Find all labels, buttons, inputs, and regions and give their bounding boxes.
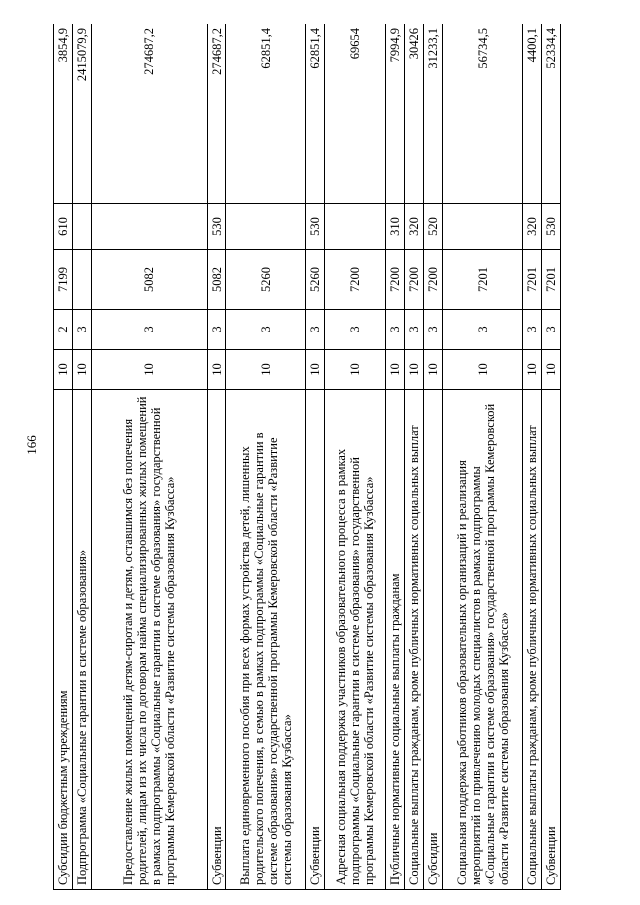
row-target-article: 7199	[54, 250, 73, 310]
row-section: 10	[72, 350, 91, 390]
row-target-article: 7200	[424, 250, 443, 310]
row-target-article: 5082	[207, 250, 226, 310]
row-subsection: 3	[405, 310, 424, 350]
row-expense-type: 520	[424, 204, 443, 250]
row-target-article: 7201	[443, 250, 523, 310]
row-name: Социальная поддержка работников образовательных организаций и реализация мероприятий по привлечению молодых специалистов в рамках подпрограммы «Социальные гарантии в системе образования» государственной программы Кемеровской области «Развитие системы образования Кузбасса»	[443, 390, 523, 890]
row-subsection: 3	[306, 310, 325, 350]
row-expense-type	[72, 204, 91, 250]
row-expense-type: 320	[405, 204, 424, 250]
row-section: 10	[91, 350, 207, 390]
row-amount: 274687,2	[91, 24, 207, 204]
table-row	[424, 24, 443, 890]
row-name: Субсидии	[424, 390, 443, 890]
row-target-article: 7200	[405, 250, 424, 310]
row-expense-type: 530	[541, 204, 560, 250]
row-expense-type: 310	[386, 204, 405, 250]
row-name: Субсидии бюджетным учреждениям	[54, 390, 73, 890]
row-amount: 56734,5	[443, 24, 523, 204]
row-amount: 3854,9	[54, 24, 73, 204]
row-amount: 2415079,9	[72, 24, 91, 204]
row-name: Социальные выплаты гражданам, кроме публичных нормативных социальных выплат	[523, 390, 542, 890]
table-row	[325, 24, 386, 890]
row-subsection: 3	[325, 310, 386, 350]
row-subsection: 3	[523, 310, 542, 350]
page-number: 166	[23, 435, 39, 455]
row-subsection: 3	[91, 310, 207, 350]
row-target-article	[72, 250, 91, 310]
row-name: Публичные нормативные социальные выплаты гражданам	[386, 390, 405, 890]
table-row	[386, 24, 405, 890]
row-target-article: 5082	[91, 250, 207, 310]
row-name: Субвенции	[541, 390, 560, 890]
row-name: Подпрограмма «Социальные гарантии в системе образования»	[72, 390, 91, 890]
row-subsection: 3	[207, 310, 226, 350]
row-subsection: 3	[72, 310, 91, 350]
row-expense-type	[91, 204, 207, 250]
row-expense-type: 530	[306, 204, 325, 250]
row-amount: 4400,1	[523, 24, 542, 204]
row-section: 10	[523, 350, 542, 390]
row-section: 10	[306, 350, 325, 390]
row-section: 10	[443, 350, 523, 390]
table-row	[54, 24, 73, 890]
table-row	[91, 24, 207, 890]
row-expense-type: 530	[207, 204, 226, 250]
row-section: 10	[226, 350, 306, 390]
row-expense-type: 320	[523, 204, 542, 250]
rotated-table-container	[53, 24, 561, 890]
row-subsection: 3	[424, 310, 443, 350]
row-amount: 274687,2	[207, 24, 226, 204]
table-row	[306, 24, 325, 890]
row-amount: 62851,4	[226, 24, 306, 204]
row-subsection: 3	[386, 310, 405, 350]
row-expense-type: 610	[54, 204, 73, 250]
row-name: Предоставление жилых помещений детям-сиротам и детям, оставшимся без попечения родителей, лицам из их числа по договорам найма специализированных жилых помещений в рамках подпрограммы «Социальные гарантии в системе образования» государственной программы Кемеровской области «Развитие системы образования Кузбасса»	[91, 390, 207, 890]
row-section: 10	[386, 350, 405, 390]
row-name: Социальные выплаты гражданам, кроме публичных нормативных социальных выплат	[405, 390, 424, 890]
row-target-article: 7200	[386, 250, 405, 310]
table-row	[226, 24, 306, 890]
table-row	[541, 24, 560, 890]
row-expense-type	[325, 204, 386, 250]
row-amount: 31233,1	[424, 24, 443, 204]
row-target-article: 5260	[226, 250, 306, 310]
table-row	[207, 24, 226, 890]
row-section: 10	[424, 350, 443, 390]
row-target-article: 7201	[523, 250, 542, 310]
row-section: 10	[541, 350, 560, 390]
row-amount: 69654	[325, 24, 386, 204]
table-row	[405, 24, 424, 890]
table-row	[443, 24, 523, 890]
row-amount: 7994,9	[386, 24, 405, 204]
row-amount: 30426	[405, 24, 424, 204]
row-name: Субвенции	[306, 390, 325, 890]
row-subsection: 3	[226, 310, 306, 350]
row-expense-type	[443, 204, 523, 250]
row-name: Субвенции	[207, 390, 226, 890]
row-subsection: 2	[54, 310, 73, 350]
row-expense-type	[226, 204, 306, 250]
row-amount: 52334,4	[541, 24, 560, 204]
row-target-article: 7200	[325, 250, 386, 310]
table-row	[72, 24, 91, 890]
row-section: 10	[54, 350, 73, 390]
table-row	[523, 24, 542, 890]
row-target-article: 7201	[541, 250, 560, 310]
row-name: Выплата единовременного пособия при всех формах устройства детей, лишенных родительского попечения, в семью в рамках подпрограммы «Социальные гарантии в системе образования» государственной программы Кемеровской области «Развитие системы образования Кузбасса»	[226, 390, 306, 890]
row-amount: 62851,4	[306, 24, 325, 204]
row-subsection: 3	[443, 310, 523, 350]
row-section: 10	[325, 350, 386, 390]
row-name: Адресная социальная поддержка участников образовательного процесса в рамках подпрограммы «Социальные гарантии в системе образования» государственной программы Кемеровской области «Развитие системы образования Кузбасса»	[325, 390, 386, 890]
row-section: 10	[207, 350, 226, 390]
row-target-article: 5260	[306, 250, 325, 310]
row-section: 10	[405, 350, 424, 390]
row-subsection: 3	[541, 310, 560, 350]
budget-table	[53, 24, 561, 890]
